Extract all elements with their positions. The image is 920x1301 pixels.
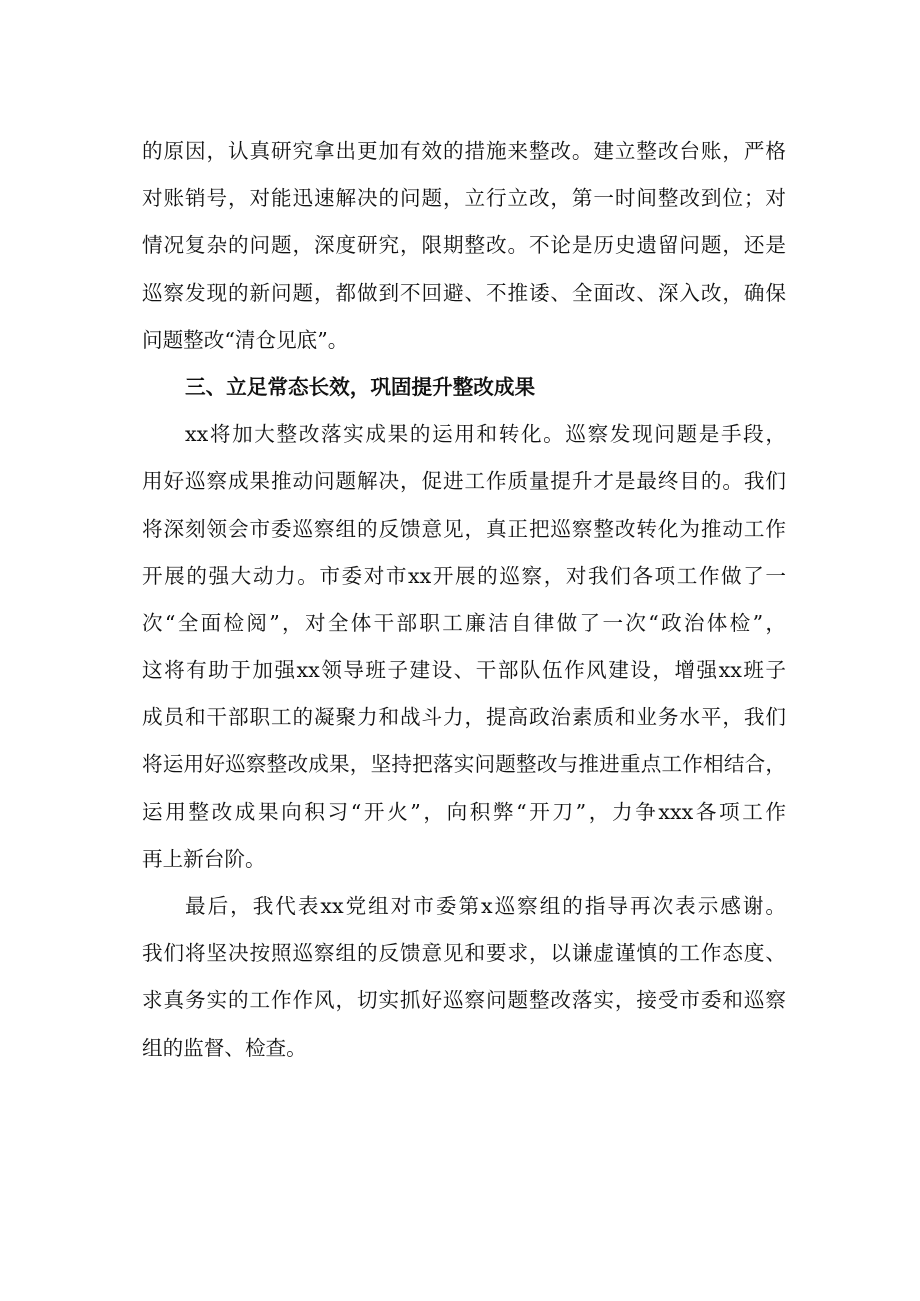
paragraph-line: 将运用好巡察整改成果，坚持把落实问题整改与推进重点工作相结合， [142, 752, 786, 777]
section-heading: 三、立足常态长效，巩固提升整改成果 [185, 374, 536, 399]
paragraph-line: 我们将坚决按照巡察组的反馈意见和要求，以谦虚谨慎的工作态度、 [142, 941, 786, 966]
paragraph-line: 组的监督、检查。 [142, 1035, 307, 1060]
paragraph-line: 对账销号，对能迅速解决的问题，立行立改，第一时间整改到位；对 [142, 186, 786, 211]
paragraph-line: 用好巡察成果推动问题解决，促进工作质量提升才是最终目的。我们 [142, 469, 786, 494]
paragraph-line: 情况复杂的问题，深度研究，限期整改。不论是历史遗留问题，还是 [142, 233, 786, 258]
paragraph-line: 将深刻领会市委巡察组的反馈意见，真正把巡察整改转化为推动工作 [142, 516, 786, 541]
paragraph-line: 运用整改成果向积习“开火”，向积弊“开刀”，力争xxx各项工作 [142, 799, 786, 824]
paragraph-line: 最后，我代表xx党组对市委第x巡察组的指导再次表示感谢。 [185, 894, 786, 918]
paragraph-line: 这将有助于加强xx领导班子建设、干部队伍作风建设，增强xx班子 [142, 658, 786, 683]
paragraph-line: 巡察发现的新问题，都做到不回避、不推诿、全面改、深入改，确保 [142, 280, 786, 305]
paragraph-line: 求真务实的工作作风，切实抓好巡察问题整改落实，接受市委和巡察 [142, 988, 786, 1013]
paragraph-line: 的原因，认真研究拿出更加有效的措施来整改。建立整改台账，严格 [142, 139, 786, 163]
paragraph-line: 次“全面检阅”，对全体干部职工廉洁自律做了一次“政治体检”， [142, 610, 786, 635]
document-body [142, 128, 786, 1072]
paragraph-line: 再上新台阶。 [142, 846, 266, 871]
paragraph-line: 成员和干部职工的凝聚力和战斗力，提高政治素质和业务水平，我们 [142, 705, 786, 730]
paragraph-line: xx将加大整改落实成果的运用和转化。巡察发现问题是手段， [185, 422, 786, 447]
paragraph-line: 开展的强大动力。市委对市xx开展的巡察，对我们各项工作做了一 [142, 563, 786, 588]
paragraph-line: 问题整改“清仓见底”。 [142, 327, 349, 352]
